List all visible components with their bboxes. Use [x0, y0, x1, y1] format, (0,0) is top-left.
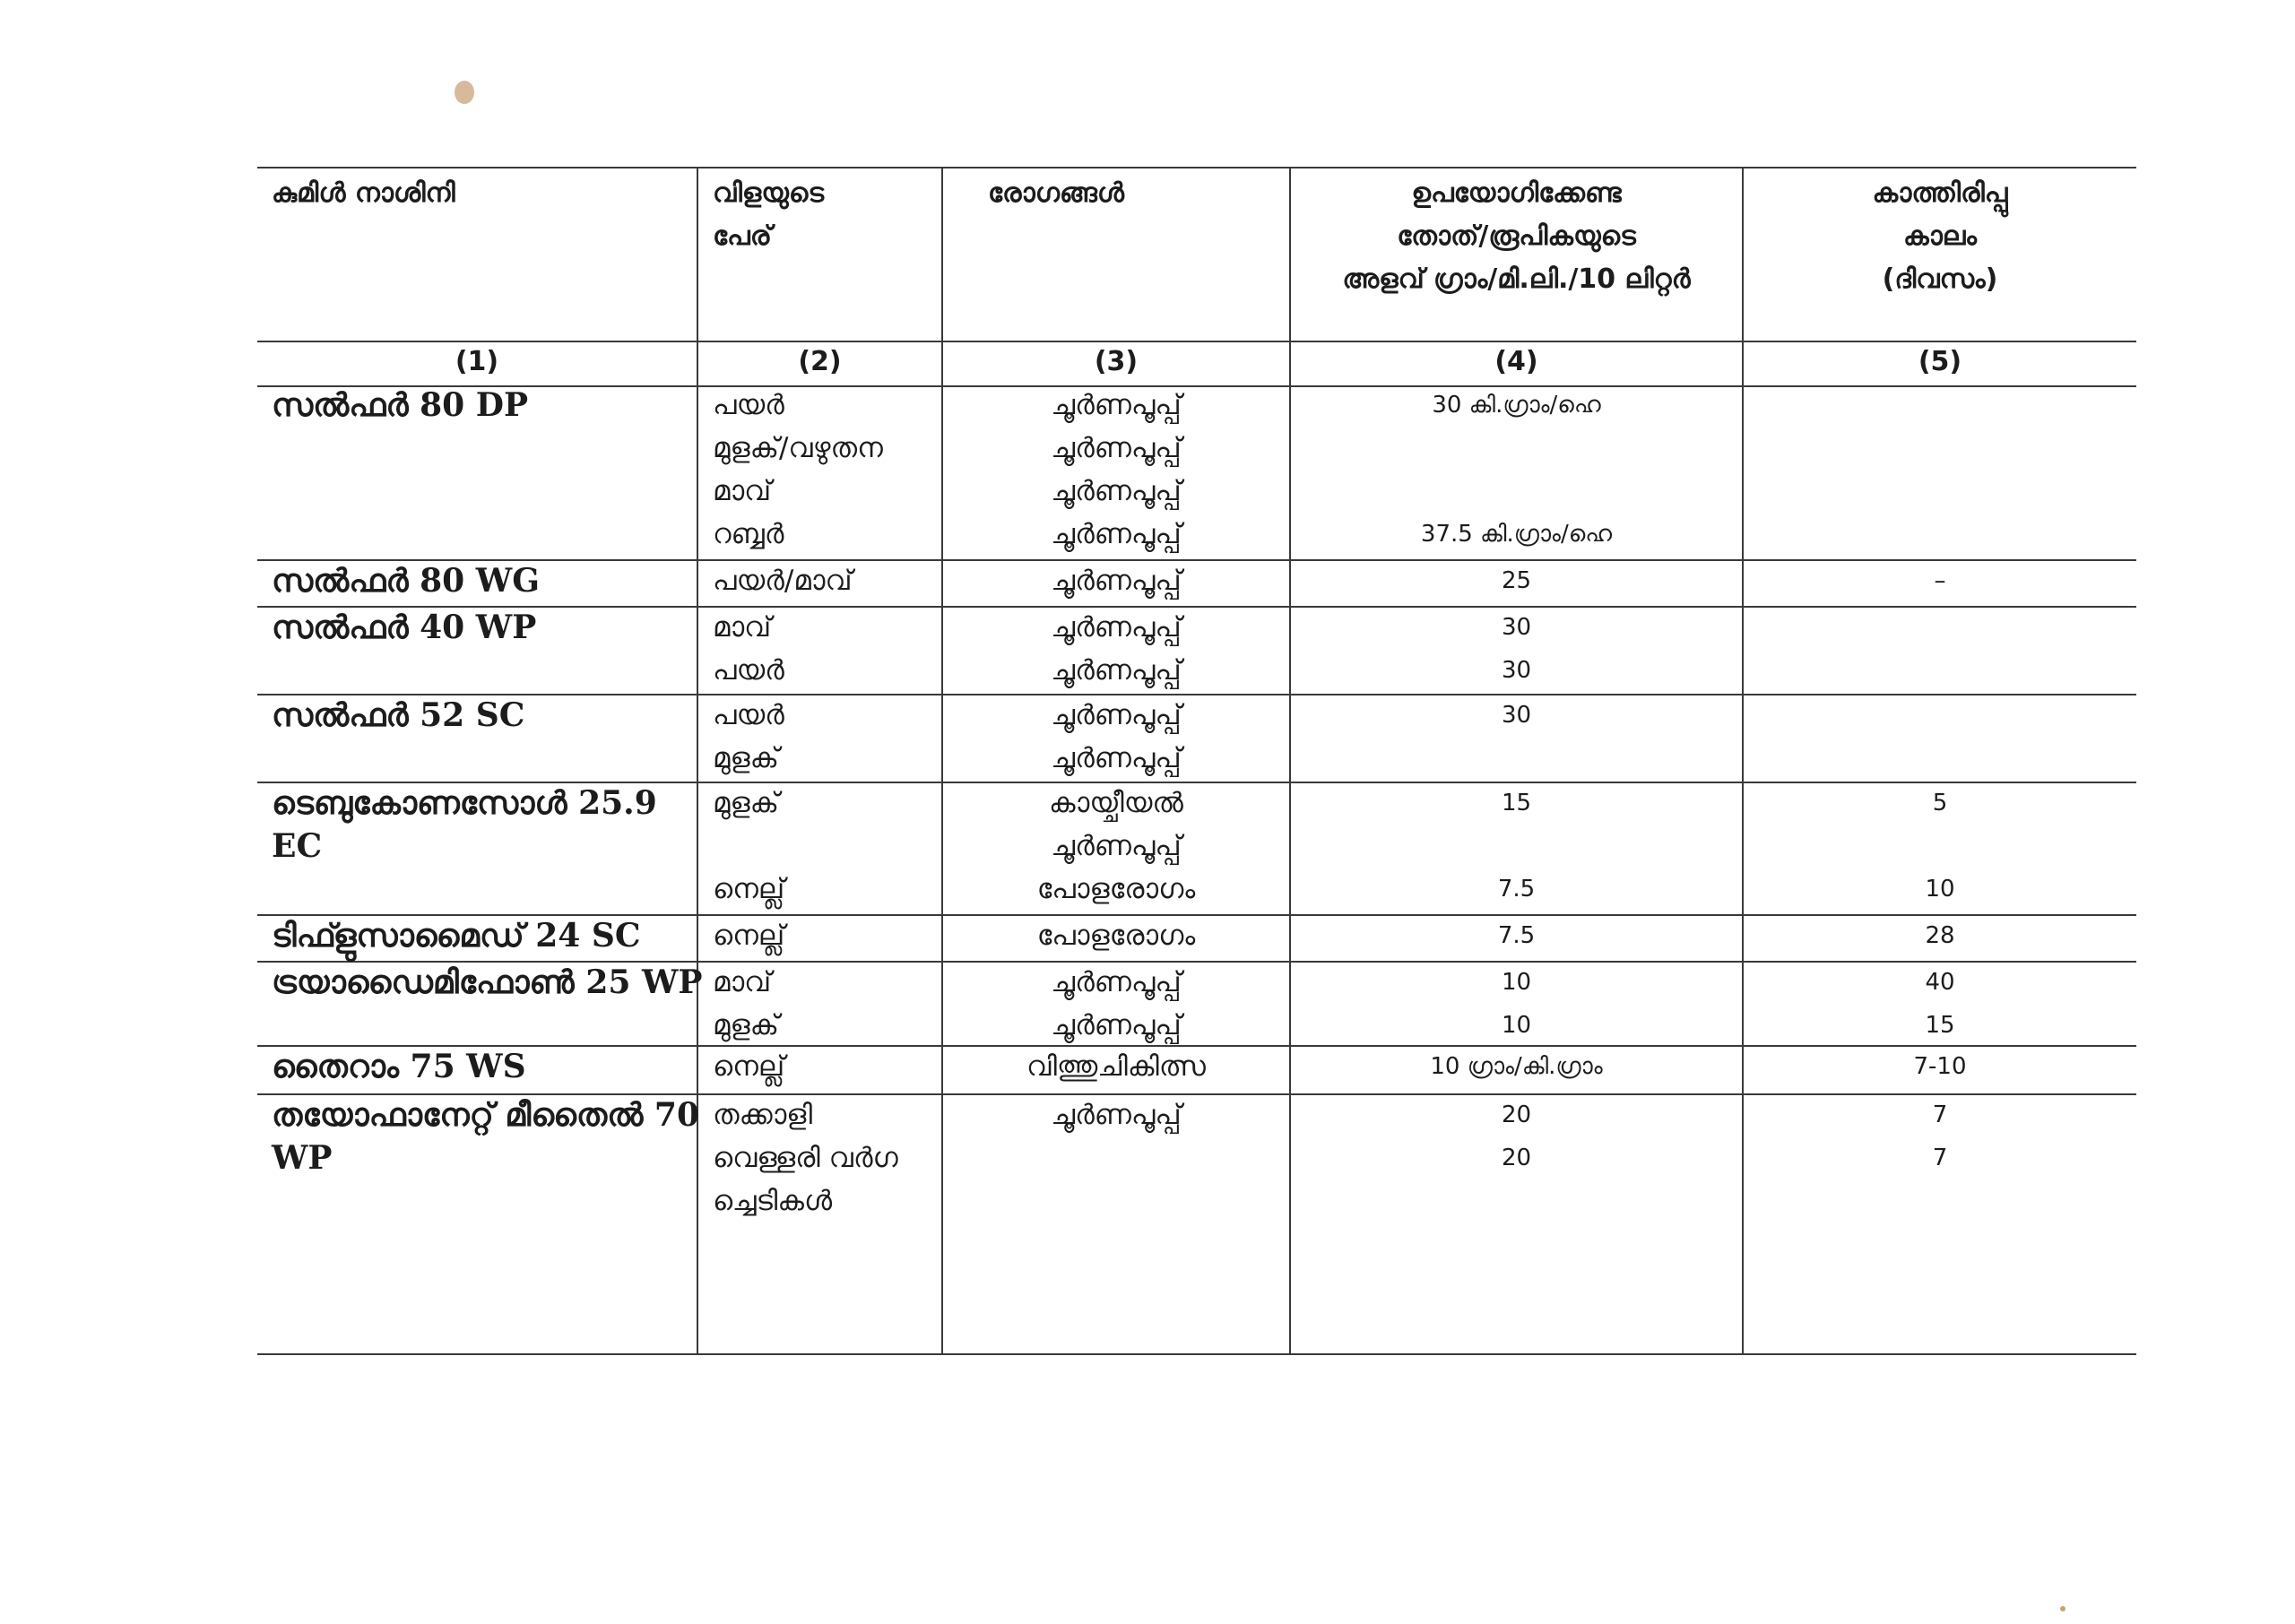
crop-name: പയർ/മാവ്	[713, 565, 853, 597]
header-fungicide: കുമിൾ നാശിനി	[272, 177, 455, 209]
table-rule	[257, 167, 2136, 168]
waiting-period: –	[1934, 567, 1946, 594]
crop-name: മുളക് നെല്ല്	[713, 787, 785, 905]
paper-speck	[2060, 1606, 2066, 1611]
fungicide-name: ട്രയാഡൈമിഫോൺ 25 WP	[272, 963, 703, 1001]
waiting-period: 28	[1925, 922, 1955, 949]
table-rule	[257, 341, 2136, 342]
fungicide-name: ടിഫ്ളുസാമൈഡ് 24 SC	[272, 917, 641, 955]
disease: ചൂർണപൂപ്പ് ചൂർണപൂപ്പ്	[1051, 611, 1182, 687]
column-number-2: (2)	[798, 346, 842, 377]
waiting-period: 7-10	[1913, 1053, 1967, 1080]
disease: കായ്ചീയൽ ചൂർണപൂപ്പ് പോളരോഗം	[1036, 787, 1196, 905]
header-waiting-period: കാത്തിരിപ്പു കാലം (ദിവസം)	[1872, 177, 2008, 295]
dosage: 15 7.5	[1497, 790, 1536, 903]
fungicide-name: തയോഫാനേറ്റ് മീതൈൽ 70 WP	[272, 1096, 699, 1177]
waiting-period: 7 7	[1932, 1101, 1948, 1171]
fungicide-table	[257, 167, 2136, 1355]
fungicide-name: സൽഫർ 80 DP	[272, 386, 529, 424]
column-number-4: (4)	[1494, 346, 1538, 377]
column-number-1: (1)	[455, 346, 499, 377]
disease: ചൂർണപൂപ്പ് ചൂർണപൂപ്പ് ചൂർണപൂപ്പ് ചൂർണപൂപ്പ്	[1051, 389, 1182, 550]
dosage: 30	[1501, 702, 1532, 729]
crop-name: നെല്ല്	[713, 1050, 785, 1083]
crop-name: പയർ മുളക്/വഴുതന മാവ് റബ്ബർ	[713, 389, 883, 550]
dosage: 10 ഗ്രാം/കി.ഗ്രാം	[1430, 1053, 1603, 1080]
disease: ചൂർണപൂപ്പ് ചൂർണപൂപ്പ്	[1051, 966, 1182, 1041]
waiting-period: 40 15	[1925, 969, 1955, 1039]
crop-name: മാവ് പയർ	[713, 611, 784, 687]
column-number-3: (3)	[1094, 346, 1139, 377]
crop-name: തക്കാളി വെള്ളരി വർഗ ച്ചെടികൾ	[713, 1099, 898, 1217]
fungicide-name: സൽഫർ 80 WG	[272, 562, 540, 600]
header-diseases: രോഗങ്ങൾ	[988, 177, 1124, 209]
waiting-period: 5 10	[1925, 790, 1955, 903]
crop-name: മാവ് മുളക്	[713, 966, 779, 1041]
header-dosage: ഉപയോഗിക്കേണ്ട തോത്/രൂപികയുടെ അളവ് ഗ്രാം/മി.ലി./10 ലിറ്റർ	[1342, 177, 1691, 295]
dosage: 30 കി.ഗ്രാം/ഹെ 37.5 കി.ഗ്രാം/ഹെ	[1420, 392, 1613, 548]
dosage: 25	[1501, 567, 1532, 594]
crop-name: പയർ മുളക്	[713, 699, 784, 774]
crop-name: നെല്ല്	[713, 920, 785, 952]
fungicide-name: സൽഫർ 52 SC	[272, 696, 525, 734]
fungicide-name: തൈറാം 75 WS	[272, 1048, 526, 1085]
disease: വിത്തുചികിത്സ	[1026, 1050, 1206, 1083]
dosage: 20 20	[1501, 1101, 1532, 1171]
disease: ചൂർണപൂപ്പ് ചൂർണപൂപ്പ്	[1051, 699, 1182, 774]
disease: പോളരോഗം	[1036, 920, 1196, 952]
column-number-5: (5)	[1918, 346, 1962, 377]
table-rule	[257, 1353, 2136, 1355]
fungicide-name: ടെബുകോണസോൾ 25.9 EC	[272, 784, 657, 865]
header-crop-name: വിളയുടെ പേര്	[713, 177, 825, 252]
disease: ചൂർണപൂപ്പ്	[1051, 565, 1182, 597]
fungicide-name: സൽഫർ 40 WP	[272, 609, 537, 646]
disease: ചൂർണപൂപ്പ്	[1051, 1099, 1182, 1131]
dosage: 7.5	[1497, 922, 1536, 949]
dosage: 10 10	[1501, 969, 1532, 1039]
dosage: 30 30	[1501, 614, 1532, 684]
paper-speck	[455, 81, 474, 104]
